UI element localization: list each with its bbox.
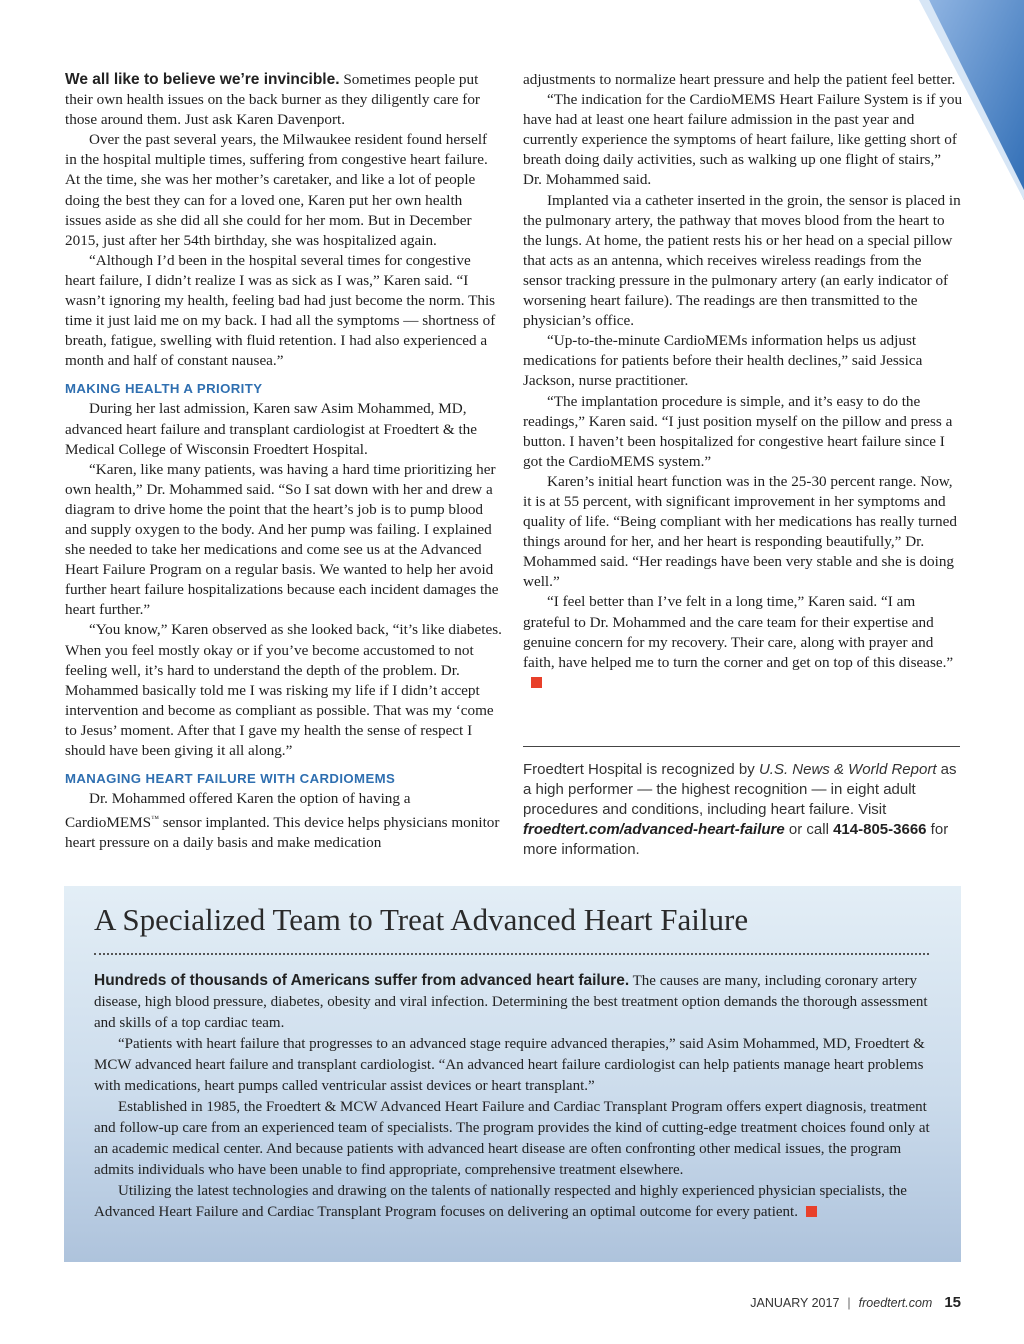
end-mark-icon <box>531 677 542 688</box>
sidebar-body <box>94 970 934 1223</box>
paragraph: “Karen, like many patients, was having a hard time prioritizing her own health,” Dr. Mohammed said. “So I sat down with her and drew a diagram to drive home the point that the heart’s job is to pump blood and supply oxygen to the body. And her pump was failing. I explained she needed to take her medications and come see us at the Advanced Heart Failure Program on a regular basis. We wanted to help her avoid further heart failure hospitalizations because each incident damages the heart further.” <box>65 460 499 619</box>
trademark-symbol: ™ <box>151 814 159 824</box>
sidebar-box <box>64 886 961 1262</box>
article-column-left <box>65 70 502 853</box>
paragraph: Utilizing the latest technologies and drawing on the talents of nationally respected and highly experienced physician specialists, the Advanced Heart Failure and Cardiac Transplant Program focuses on delivering an optimal outcome for every patient. <box>94 1183 907 1220</box>
paragraph: Karen’s initial heart function was in the 25-30 percent range. Now, it is at 55 percent, with significant improvement in her symptoms and quality of life. “Being compliant with her medications has really turned things around for her, and her heart is responding beautifully,” Dr. Mohammed said. “Her readings have been very stable and she is doing well.” <box>523 472 957 591</box>
publication-name: U.S. News & World Report <box>758 761 937 778</box>
paragraph: “Patients with heart failure that progresses to an advanced stage require advanced therapies,” said Asim Mohammed, MD, Froedtert & MCW advanced heart failure and transplant cardiologist. “An advanced heart failure cardiologist can help patients manage heart problems with medications, heart pumps called ventricular assist devices or heart transplant.” <box>94 1036 925 1094</box>
dotted-divider <box>94 953 929 955</box>
paragraph: “The implantation procedure is simple, and it’s easy to do the readings,” Karen said. “I just position myself on the pillow and press a button. I haven’t been hospitalized for congestive heart failure since I got the CardioMEMS system.” <box>523 392 953 470</box>
paragraph: “The indication for the CardioMEMS Heart Failure System is if you have had at least one heart failure admission in the past year and currently experience the symptoms of heart failure, like getting short of breath doing daily activities, such as walking up one flight of stairs,” Dr. Mohammed said. <box>523 91 963 189</box>
paragraph: adjustments to normalize heart pressure and help the patient feel better. <box>523 71 956 88</box>
paragraph: Established in 1985, the Froedtert & MCW Advanced Heart Failure and Cardiac Transplant Program offers expert diagnosis, treatment and follow-up care from an experienced team of specialists. The program provides the kind of cutting-edge treatment choices found only at an academic medical center. And because patients with advanced heart disease are often confronting other medical issues, the program admits individuals who have been unable to find appropriate, comprehensive treatment elsewhere. <box>94 1099 930 1178</box>
phone-number[interactable]: 414-805-3666 <box>833 821 927 838</box>
paragraph: Dr. Mohammed offered Karen the option of having a CardioMEMS™ sensor implanted. This device helps physicians monitor heart pressure on a daily basis and make medication <box>65 790 500 852</box>
paragraph: Sometimes people put their own health issues on the back burner as they diligently care for those around them. Just ask Karen Davenport. <box>65 71 480 129</box>
page-footer <box>750 1294 961 1311</box>
issue-date: JANUARY 2017 <box>750 1296 840 1310</box>
sidebar-title: A Specialized Team to Treat Advanced Heart Failure <box>94 902 749 937</box>
website-link[interactable]: froedtert.com/advanced-heart-failure <box>523 821 785 838</box>
section-subhead: MANAGING HEART FAILURE WITH CARDIOMEMS <box>65 771 396 787</box>
sidebar-lead: Hundreds of thousands of Americans suffer from advanced heart failure. <box>94 972 630 989</box>
footer-separator: | <box>847 1296 851 1310</box>
paragraph: Over the past several years, the Milwaukee resident found herself in the hospital multiple times, suffering from congestive heart failure. At the time, she was her mother’s caretaker, and like a lot of people doing the best they can for a loved one, Karen put her own health issues aside as she did all she could for her mom. But in December 2015, just after her 54th birthday, she was hospitalized again. <box>65 131 488 249</box>
divider <box>523 746 960 747</box>
paragraph: During her last admission, Karen saw Asim Mohammed, MD, advanced heart failure and transplant cardiologist at Froedtert & the Medical College of Wisconsin Froedtert Hospital. <box>65 400 478 458</box>
footer-website[interactable]: froedtert.com <box>858 1296 933 1310</box>
section-subhead: MAKING HEALTH A PRIORITY <box>65 381 263 397</box>
end-mark-icon <box>806 1206 817 1217</box>
paragraph: Implanted via a catheter inserted in the groin, the sensor is placed in the pulmonary artery, the pathway that moves blood from the heart to the lungs. At home, the patient rests his or her head on a special pillow that acts as an antenna, which receives wireless readings from the sensor tracking pressure in the pulmonary artery (an early indicator of worsening heart failure). The readings are then transmitted to the physician’s office. <box>523 191 961 330</box>
info-callout: Froedtert Hospital is recognized by U.S. News & World Report as a high performer — the highest recognition — in eight adult procedures and conditions, including heart failure. Visit froedtert.com/advanced-heart-failure or call 414-805-3666 for more information. <box>523 761 957 858</box>
article-lead: We all like to believe we’re invincible. <box>65 71 340 88</box>
paragraph: “Although I’d been in the hospital several times for congestive heart failure, I didn’t realize I was as sick as I was,” Karen said. “I wasn’t ignoring my health, feeling bad had just become the norm. This time it just laid me on my back. I had all the symptoms — shortness of breath, fatigue, swelling with fluid retention. I had also experienced a month and half of constant nausea.” <box>65 251 496 370</box>
paragraph: “Up-to-the-minute CardioMEMs information helps us adjust medications for patients before their health declines,” said Jessica Jackson, nurse practitioner. <box>523 332 923 390</box>
paragraph: The causes are many, including coronary artery disease, high blood pressure, diabetes, obesity and viral infection. Determining the best treatment option demands the thorough assessment and skills of a top cardiac team. <box>94 973 928 1031</box>
article-column-right <box>523 70 963 693</box>
paragraph: “You know,” Karen observed as she looked back, “it’s like diabetes. When you feel mostly okay or if you’ve become accustomed to not feeling well, it’s hard to understand the depth of the problem. Dr. Mohammed basically told me I was risking my life if I didn’t accept intervention and become as compliant as possible. That was my ‘come to Jesus’ moment. After that I gave my health the sense of respect I should have been giving it all along.” <box>65 621 502 759</box>
paragraph: “I feel better than I’ve felt in a long time,” Karen said. “I am grateful to Dr. Mohammed and the care team for their expertise and genuine concern for my recovery. Their care, along with prayer and faith, have helped me to turn the corner and get on top of this disease.” <box>523 592 963 692</box>
page-number: 15 <box>944 1294 961 1311</box>
